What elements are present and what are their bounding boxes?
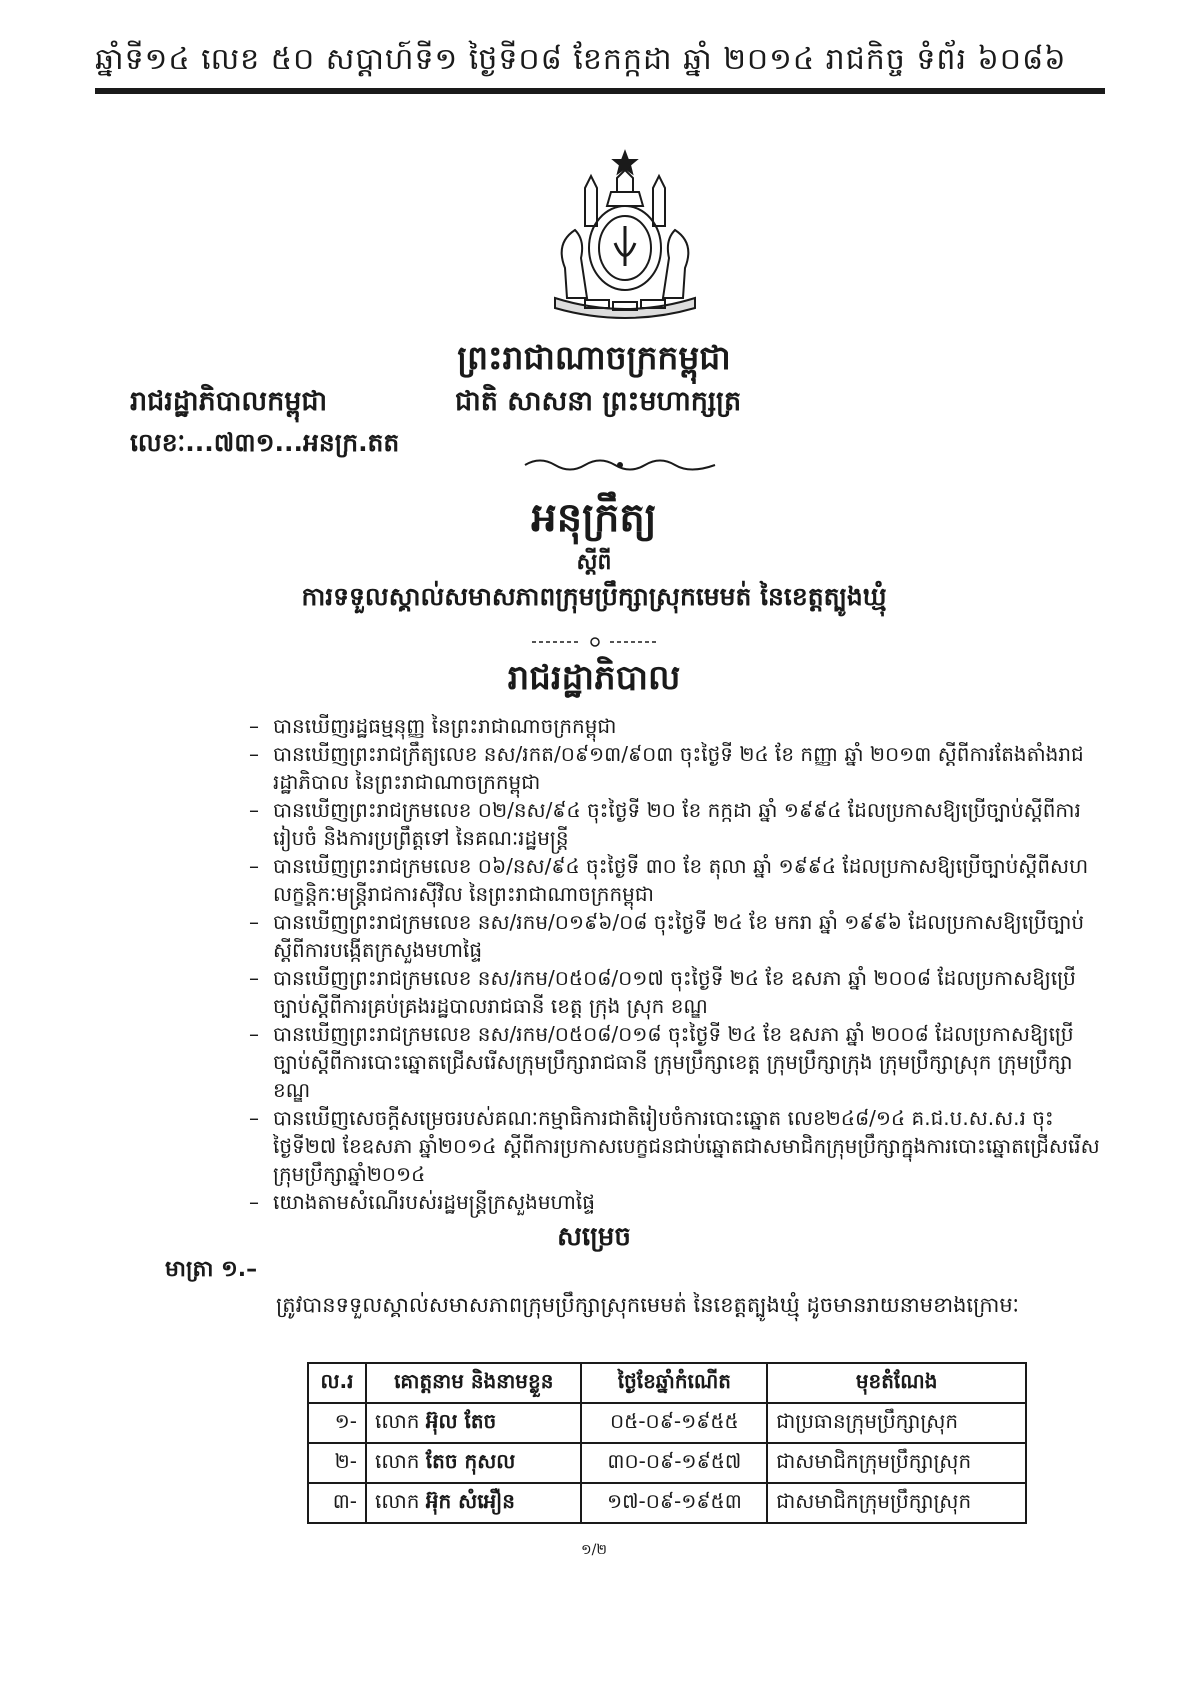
page-number: ១/២ [581,1542,607,1558]
member-name: អ៊ុក សំអឿន [425,1489,515,1513]
consideration-item: – បានឃើញរដ្ឋធម្មនុញ្ញ នៃព្រះរាជាណាចក្រកម្ពុជា [243,712,1103,740]
royal-coat-of-arms-icon [545,148,705,326]
document-subject: ការទទួលស្គាល់សមាសភាពក្រុមប្រឹក្សាស្រុកមេមត់ នៃខេត្តត្បូងឃ្មុំ [301,582,887,611]
consideration-item: – បានឃើញព្រះរាជក្រមលេខ ០៦/នស/៩៤ ចុះថ្ងៃទី ៣០ ខែ តុលា ឆ្នាំ ១៩៩៤ ដែលប្រកាសឱ្យប្រើច្បាប់ស្ដីពីសហលក្ខន្តិកៈមន្ត្រីរាជការស៊ីវិល នៃព្រះរាជាណាចក្រកម្ពុជា [243,852,1103,908]
document-number: លេខៈ...៧៣១...អនក្រ.តត [130,428,400,457]
member-title: លោក [375,1409,420,1433]
member-position: ជាប្រធានក្រុមប្រឹក្សាស្រុក [767,1403,1026,1443]
member-name: អ៊ុល តែច [425,1409,497,1433]
members-table [307,1362,1027,1524]
table-row [308,1443,1026,1483]
table-row [308,1483,1026,1523]
national-motto: ជាតិ សាសនា ព្រះមហាក្សត្រ [455,386,742,417]
small-ornament-icon [530,636,660,648]
member-name-cell [366,1403,581,1443]
header-divider [95,88,1105,94]
member-name-cell [366,1483,581,1523]
kingdom-name: ព្រះរាជាណាចក្រកម្ពុជា [457,338,731,377]
member-position: ជាសមាជិកក្រុមប្រឹក្សាស្រុក [767,1483,1026,1523]
decision-heading: សម្រេច [557,1222,631,1252]
table-header-row [308,1363,1026,1403]
member-name-cell [366,1443,581,1483]
article-text: ត្រូវបានទទួលស្គាល់សមាសភាពក្រុមប្រឹក្សាស្រុកមេមត់ នៃខេត្តត្បូងឃ្មុំ ដូចមានរាយនាមខាងក្រោមៈ [276,1293,1020,1317]
member-dob: ៣០-០៩-១៩៥៧ [581,1443,767,1483]
row-number: ១- [308,1403,366,1443]
consideration-item: – បានឃើញព្រះរាជក្រមលេខ នស/រកម/០១៩៦/០៨ ចុះថ្ងៃទី ២៤ ខែ មករា ឆ្នាំ ១៩៩៦ ដែលប្រកាសឱ្យប្រើច្បាប់ស្ដីពីការបង្កើតក្រសួងមហាផ្ទៃ [243,908,1103,964]
row-number: ៣- [308,1483,366,1523]
header-dob: ថ្ងៃខែឆ្នាំកំណើត [581,1363,767,1403]
member-title: លោក [375,1449,420,1473]
gazette-header: ឆ្នាំទី១៤ លេខ ៥០ សប្ដាហ៍ទី១ ថ្ងៃទី០៨ ខែកក្កដា ឆ្នាំ ២០១៤ រាជកិច្ច ទំព័រ ៦០៨៦ [95,42,1067,77]
consideration-item: – បានឃើញព្រះរាជក្រមលេខ នស/រកម/០៥០៨/០១៧ ចុះថ្ងៃទី ២៤ ខែ ឧសភា ឆ្នាំ ២០០៨ ដែលប្រកាសឱ្យប្រើច្បាប់ស្ដីពីការគ្រប់គ្រងរដ្ឋបាលរាជធានី ខេត្ត ក្រុង ស្រុក ខណ្ឌ [243,964,1103,1020]
consideration-item: – បានឃើញព្រះរាជក្រមលេខ នស/រកម/០៥០៨/០១៨ ចុះថ្ងៃទី ២៤ ខែ ឧសភា ឆ្នាំ ២០០៨ ដែលប្រកាសឱ្យប្រើច្បាប់ស្ដីពីការបោះឆ្នោតជ្រើសរើសក្រុមប្រឹក្សារាជធានី ក្រុមប្រឹក្សាខេត្ត ក្រុមប្រឹក្សាក្រុង ក្រុមប្រឹក្សាស្រុក ក្រុមប្រឹក្សាខណ្ឌ [243,1020,1103,1104]
member-dob: ១៧-០៩-១៩៥៣ [581,1483,767,1523]
member-dob: ០៥-០៩-១៩៥៥ [581,1403,767,1443]
document-type: អនុក្រឹត្យ [531,495,657,541]
header-name: គោត្តនាម និងនាមខ្លួន [366,1363,581,1403]
ornament-divider-icon [520,456,720,474]
issuing-government: រាជរដ្ឋាភិបាលកម្ពុជា [130,386,328,417]
member-name: តែច កុសល [425,1449,516,1473]
authority-heading: រាជរដ្ឋាភិបាល [507,658,681,698]
article-label: មាត្រា ១.– [165,1257,258,1282]
consideration-item: – បានឃើញសេចក្ដីសម្រេចរបស់គណៈកម្មាធិការជាតិរៀបចំការបោះឆ្នោត លេខ២៤៨/១៤ គ.ជ.ប.ស.ស.រ ចុះថ្ងៃទី២៧ ខែឧសភា ឆ្នាំ២០១៤ ស្ដីពីការប្រកាសបេក្ខជនជាប់ឆ្នោតជាសមាជិកក្រុមប្រឹក្សាក្នុងការបោះឆ្នោតជ្រើសរើសក្រុមប្រឹក្សាឆ្នាំ២០១៤ [243,1104,1103,1188]
member-title: លោក [375,1489,420,1513]
header-position: មុខតំណែង [767,1363,1026,1403]
considerations-list [243,712,1103,1216]
document-about: ស្ដីពី [576,550,612,575]
table-row [308,1403,1026,1443]
member-position: ជាសមាជិកក្រុមប្រឹក្សាស្រុក [767,1443,1026,1483]
consideration-item: – បានឃើញព្រះរាជក្រឹត្យលេខ នស/រកត/០៩១៣/៩០៣ ចុះថ្ងៃទី ២៤ ខែ កញ្ញា ឆ្នាំ ២០១៣ ស្ដីពីការតែងតាំងរាជរដ្ឋាភិបាល នៃព្រះរាជាណាចក្រកម្ពុជា [243,740,1103,796]
consideration-item: – យោងតាមសំណើរបស់រដ្ឋមន្ត្រីក្រសួងមហាផ្ទៃ [243,1188,1103,1216]
consideration-item: – បានឃើញព្រះរាជក្រមលេខ ០២/នស/៩៤ ចុះថ្ងៃទី ២០ ខែ កក្កដា ឆ្នាំ ១៩៩៤ ដែលប្រកាសឱ្យប្រើច្បាប់ស្ដីពីការរៀបចំ និងការប្រព្រឹត្តទៅ នៃគណៈរដ្ឋមន្ត្រី [243,796,1103,852]
header-number: ល.រ [308,1363,366,1403]
row-number: ២- [308,1443,366,1483]
